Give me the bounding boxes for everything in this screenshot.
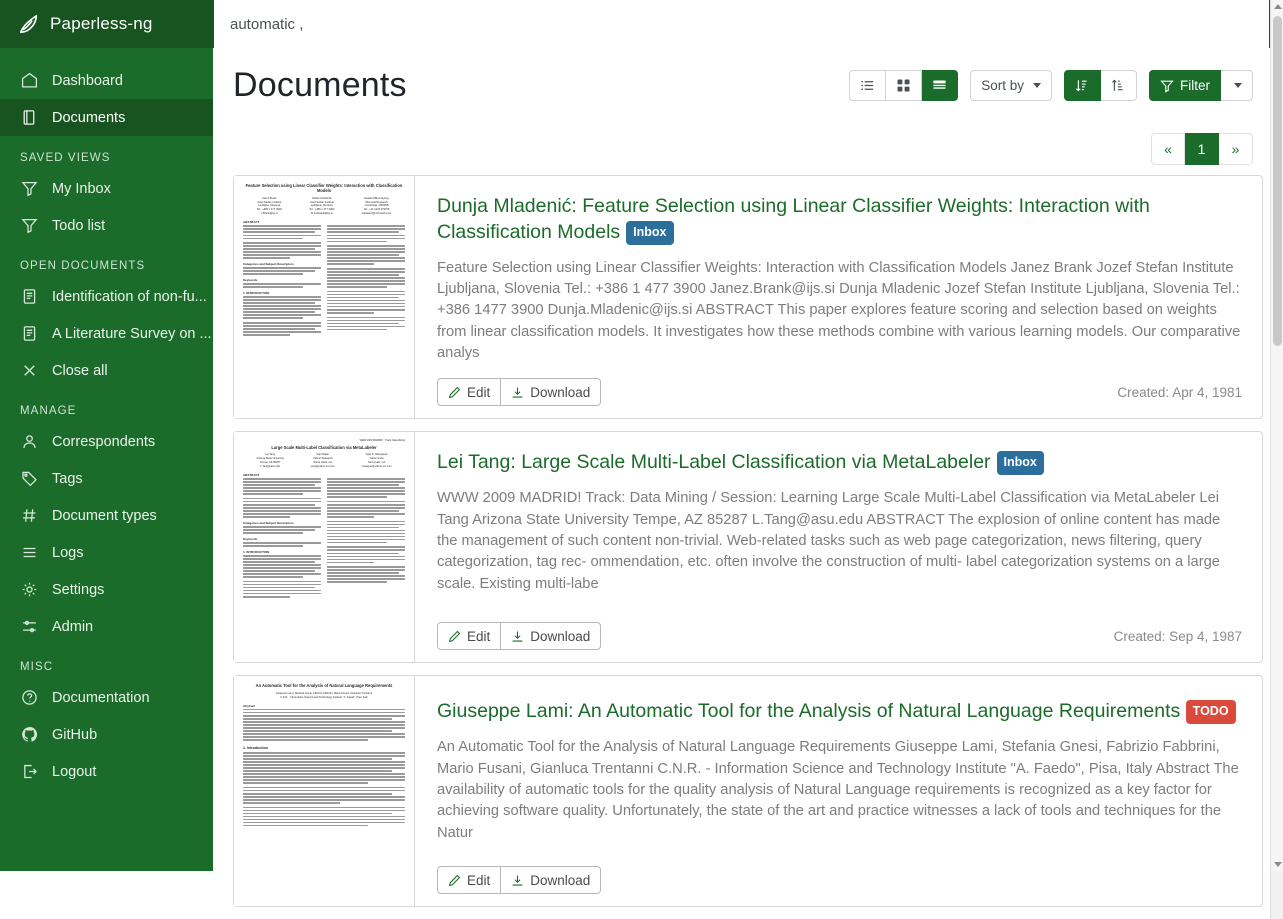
question-circle-icon bbox=[20, 689, 38, 707]
filter-button[interactable] bbox=[1149, 70, 1221, 101]
details-view-button[interactable] bbox=[922, 70, 958, 101]
sidebar-item-label: Settings bbox=[52, 581, 105, 598]
sidebar-item-document-types[interactable] bbox=[0, 497, 213, 534]
caret-down-icon bbox=[1234, 83, 1242, 88]
header-toolbar bbox=[849, 70, 1253, 101]
funnel-icon bbox=[20, 180, 38, 198]
search-area bbox=[213, 0, 1283, 48]
main-header bbox=[213, 48, 1283, 119]
document-body bbox=[415, 176, 1262, 418]
document-title[interactable] bbox=[437, 194, 1242, 246]
thumbnail-section: Abstract bbox=[243, 703, 256, 708]
edit-button[interactable] bbox=[437, 622, 501, 650]
sidebar-item-label: Close all bbox=[52, 362, 108, 379]
download-icon bbox=[511, 386, 524, 399]
document-created-date: Created: Sep 4, 1987 bbox=[1113, 628, 1242, 644]
document-actions bbox=[437, 608, 1242, 650]
thumbnail-authors: Janez Brank Jozef Stefan Institute Ljubljana, Slovenia Tel.: +386 1 477 3900 J.Brank@ijs.si Marko Grobelnik Jozef Stefan Institute Ljubljana, Slovenia Tel.: +386 1 477 3900 M.Grobelnik@ijs.si Nataša Milić-Frayling Microsoft Research Cambridge, CB30FB Tel.: +44 1223 479700 natasamf@microsoft.com bbox=[256, 196, 392, 216]
thumbnail-section: Categories and Subject Descriptors bbox=[243, 261, 294, 266]
brand-title: Paperless-ng bbox=[50, 14, 153, 33]
filter-label: Filter bbox=[1180, 78, 1210, 93]
thumbnail-section: 1. INTRODUCTION bbox=[243, 290, 270, 295]
thumbnail-section: ABSTRACT bbox=[243, 472, 260, 477]
list-icon bbox=[860, 78, 875, 93]
pencil-icon bbox=[448, 630, 461, 643]
file-text-icon bbox=[20, 325, 38, 343]
thumbnail-header-note: WWW 2009 MADRID! Track: Data Mining bbox=[359, 439, 405, 443]
tag-icon bbox=[20, 470, 38, 488]
thumbnail-columns bbox=[243, 225, 405, 338]
brand[interactable] bbox=[0, 0, 213, 48]
filter-dropdown-button[interactable] bbox=[1221, 70, 1253, 101]
thumbnail-title: An Automatic Tool for the Analysis of Natural Language Requirements bbox=[255, 683, 393, 689]
thumbnail-section: 1. Introduction bbox=[243, 745, 268, 750]
sidebar-item-label: Tags bbox=[52, 470, 83, 487]
logout-icon bbox=[20, 763, 38, 781]
document-card[interactable] bbox=[233, 675, 1263, 907]
thumbnail-authors: Lei Tang Arizona State University Tempe, AZ 85287 L.Tang@asu.edu Suju Rajan Yahoo! Research Santa Clara, CA suju@yahoo-inc.com Vijay K. Narayanan Yahoo! Labs Sunnyvale, CA vnarayan@yahoo-inc.com bbox=[256, 453, 392, 468]
sidebar-item-open-doc-1[interactable] bbox=[0, 278, 213, 315]
github-icon bbox=[20, 726, 38, 744]
sort-alpha-up-icon bbox=[1111, 78, 1126, 93]
document-title-text: Dunja Mladenić: Feature Selection using Linear Classifier Weights: Interaction with Classification Models bbox=[437, 195, 1150, 243]
sidebar-item-tags[interactable] bbox=[0, 460, 213, 497]
sidebar-item-label: Documents bbox=[52, 109, 126, 126]
document-title-text: Giuseppe Lami: An Automatic Tool for the Analysis of Natural Language Requirements bbox=[437, 700, 1181, 723]
sort-descending-button[interactable] bbox=[1101, 70, 1137, 101]
thumbnail-section: ABSTRACT bbox=[243, 220, 260, 225]
grid-icon bbox=[896, 78, 911, 93]
caret-down-icon bbox=[1033, 83, 1041, 88]
filter-group bbox=[1149, 70, 1253, 101]
document-title[interactable] bbox=[437, 694, 1242, 725]
sort-by-label: Sort by bbox=[981, 78, 1024, 93]
sidebar-item-dashboard[interactable] bbox=[0, 62, 213, 99]
funnel-icon bbox=[20, 217, 38, 235]
sidebar-item-todo-list[interactable] bbox=[0, 207, 213, 244]
document-thumbnail[interactable] bbox=[234, 676, 415, 906]
sidebar-group-title: OPEN DOCUMENTS bbox=[20, 260, 146, 272]
document-excerpt: WWW 2009 MADRID! Track: Data Mining / Session: Learning Large Scale Multi-Label Classification via MetaLabeler Lei Tang Arizona State University Tempe, AZ 85287 L.Tang@asu.edu ABSTRACT The explosion of online content has made the management of such content non-trivial. Web-related tasks such as web page categorization, news filtering, query categorization, tag rec- ommendation, etc. often involve the construction of multi- label categorization systems on a large scale. Existing multi-labe bbox=[437, 490, 1221, 592]
sidebar-item-correspondents[interactable] bbox=[0, 423, 213, 460]
view-mode-group bbox=[849, 70, 958, 101]
sidebar-item-logout[interactable] bbox=[0, 753, 213, 790]
sidebar-group-title: MISC bbox=[20, 661, 54, 673]
sidebar-item-label: GitHub bbox=[52, 726, 98, 743]
sidebar-item-label: Documentation bbox=[52, 689, 150, 706]
dashboard-icon bbox=[20, 72, 38, 90]
sliders-icon bbox=[20, 618, 38, 636]
sidebar-item-github[interactable] bbox=[0, 716, 213, 753]
thumbnail-section: Categories and Subject Descriptors bbox=[243, 520, 294, 525]
document-actions bbox=[437, 364, 1242, 406]
edit-label: Edit bbox=[467, 628, 491, 644]
thumbnail-section: 1. INTRODUCTION bbox=[243, 549, 270, 554]
scroll-down-arrow[interactable] bbox=[1274, 862, 1282, 867]
sidebar-item-label: My Inbox bbox=[52, 180, 111, 197]
pencil-icon bbox=[448, 874, 461, 887]
sidebar-item-label: Logs bbox=[52, 544, 84, 561]
pagination-next[interactable]: » bbox=[1219, 133, 1253, 165]
document-card[interactable] bbox=[233, 431, 1263, 663]
window-scrollbar-thumb[interactable] bbox=[1273, 16, 1282, 346]
close-icon bbox=[20, 362, 38, 380]
document-thumbnail[interactable] bbox=[234, 432, 415, 662]
gear-icon bbox=[20, 581, 38, 599]
sidebar-item-open-doc-2[interactable] bbox=[0, 315, 213, 352]
sidebar-group-title: MANAGE bbox=[20, 405, 77, 417]
sidebar-item-label: Admin bbox=[52, 618, 94, 635]
document-excerpt: An Automatic Tool for the Analysis of Natural Language Requirements Giuseppe Lami, Stefania Gnesi, Fabrizio Fabbrini, Mario Fusani, Gianluca Trentanni C.N.R. - Information Science and Technology Institute "A. Faedo", Pisa, Italy Abstract The availability of automatic tools for the quality analysis of Natural Language requirements is recognized as a key factor for achieving software quality. Unfortunately, the state of the art and practice witnesses a lack of tools and techniques for the Natur bbox=[437, 739, 1239, 841]
sidebar-item-label: Identification of non-fu... bbox=[52, 288, 207, 305]
document-title[interactable] bbox=[437, 450, 1242, 476]
sidebar-item-label: Dashboard bbox=[52, 72, 123, 89]
sidebar-item-documents[interactable] bbox=[0, 99, 213, 136]
document-body bbox=[415, 676, 1262, 906]
download-button[interactable] bbox=[501, 622, 601, 650]
sidebar-item-documentation[interactable] bbox=[0, 679, 213, 716]
sidebar-item-logs[interactable] bbox=[0, 534, 213, 571]
paperless-logo-icon bbox=[18, 13, 40, 35]
funnel-icon bbox=[1160, 79, 1174, 93]
download-button[interactable] bbox=[501, 866, 601, 894]
document-title-text: Lei Tang: Large Scale Multi-Label Classification via MetaLabeler bbox=[437, 451, 991, 474]
sidebar bbox=[0, 48, 213, 871]
sort-by-dropdown[interactable] bbox=[970, 70, 1052, 101]
person-icon bbox=[20, 433, 38, 451]
top-bar bbox=[0, 0, 1283, 48]
sidebar-item-settings[interactable] bbox=[0, 571, 213, 608]
thumbnail-page bbox=[234, 676, 414, 906]
page-title: Documents bbox=[233, 66, 407, 104]
status-badge[interactable]: TODO bbox=[1186, 700, 1236, 724]
edit-button[interactable] bbox=[437, 866, 501, 894]
edit-label: Edit bbox=[467, 872, 491, 888]
thumbnail-title: Feature Selection using Linear Classifier Weights: Interaction with Classification Models bbox=[245, 183, 403, 194]
pagination bbox=[233, 119, 1263, 175]
edit-label: Edit bbox=[467, 384, 491, 400]
document-card[interactable] bbox=[233, 175, 1263, 419]
status-badge[interactable]: Inbox bbox=[997, 451, 1044, 475]
sidebar-item-label: Logout bbox=[52, 763, 97, 780]
sidebar-item-label: Document types bbox=[52, 507, 157, 524]
list-icon bbox=[20, 544, 38, 562]
document-actions bbox=[437, 852, 1242, 894]
download-label: Download bbox=[530, 384, 591, 400]
sidebar-item-label: Correspondents bbox=[52, 433, 156, 450]
thumbnail-page bbox=[234, 432, 414, 662]
hash-icon bbox=[20, 507, 38, 525]
sort-alpha-down-icon bbox=[1075, 78, 1090, 93]
thumbnail-section: Keywords bbox=[243, 536, 258, 541]
body bbox=[0, 48, 1283, 888]
sidebar-item-label: A Literature Survey on ... bbox=[52, 325, 212, 342]
thumbnail-page bbox=[234, 176, 414, 418]
window-scrollbar[interactable] bbox=[1270, 0, 1283, 871]
grid-view-button[interactable] bbox=[886, 70, 922, 101]
main-content bbox=[213, 48, 1283, 888]
sidebar-item-close-all[interactable] bbox=[0, 352, 213, 389]
thumbnail-authors: Giuseppe Lami, Stefania Gnesi, Fabrizio Fabbrini, Mario Fusani, Gianluca Trentanni C.N.R. - Information Science and Technology Institute "A. Faedo", Pisa, Italy bbox=[275, 691, 373, 699]
pagination-page-1[interactable]: 1 bbox=[1185, 133, 1219, 165]
pencil-icon bbox=[448, 386, 461, 399]
document-created-date: Created: Apr 4, 1981 bbox=[1117, 384, 1242, 400]
thumbnail-columns bbox=[243, 478, 405, 600]
sort-ascending-button[interactable] bbox=[1064, 70, 1101, 101]
status-badge[interactable]: Inbox bbox=[626, 221, 673, 245]
sort-direction-group bbox=[1064, 70, 1137, 101]
search-input[interactable] bbox=[213, 0, 1269, 48]
download-button[interactable] bbox=[501, 378, 601, 406]
sidebar-item-admin[interactable] bbox=[0, 608, 213, 645]
thumbnail-section: Keywords bbox=[243, 277, 258, 282]
list-view-button[interactable] bbox=[849, 70, 886, 101]
sidebar-group-title: SAVED VIEWS bbox=[20, 152, 111, 164]
document-thumbnail[interactable] bbox=[234, 176, 415, 418]
download-icon bbox=[511, 630, 524, 643]
download-label: Download bbox=[530, 628, 591, 644]
document-excerpt: Feature Selection using Linear Classifier Weights: Interaction with Classification Models Janez Brank Jozef Stefan Institute Ljubljana, Slovenia Tel.: +386 1 477 3900 Janez.Brank@ijs.si Dunja Mladenic Jozef Stefan Institute Ljubljana, Slovenia Tel.: +386 1477 3900 Dunja.Mladenic@ijs.si ABSTRACT This paper explores feature scoring and selection based on weights from linear classification models. It investigates how these methods combine with various learning models. Our comparative analys bbox=[437, 259, 1241, 362]
download-label: Download bbox=[530, 872, 591, 888]
document-body bbox=[415, 432, 1262, 662]
download-icon bbox=[511, 874, 524, 887]
thumbnail-title: Large Scale Multi-Label Classification via MetaLabeler bbox=[271, 444, 377, 450]
details-icon bbox=[932, 78, 947, 93]
sidebar-item-label: Todo list bbox=[52, 217, 106, 234]
documents-icon bbox=[20, 109, 38, 127]
sidebar-item-my-inbox[interactable] bbox=[0, 170, 213, 207]
edit-button[interactable] bbox=[437, 378, 501, 406]
scroll-up-arrow[interactable] bbox=[1274, 4, 1282, 9]
file-text-icon bbox=[20, 288, 38, 306]
pagination-prev[interactable]: « bbox=[1151, 133, 1185, 165]
documents-list bbox=[213, 119, 1283, 919]
